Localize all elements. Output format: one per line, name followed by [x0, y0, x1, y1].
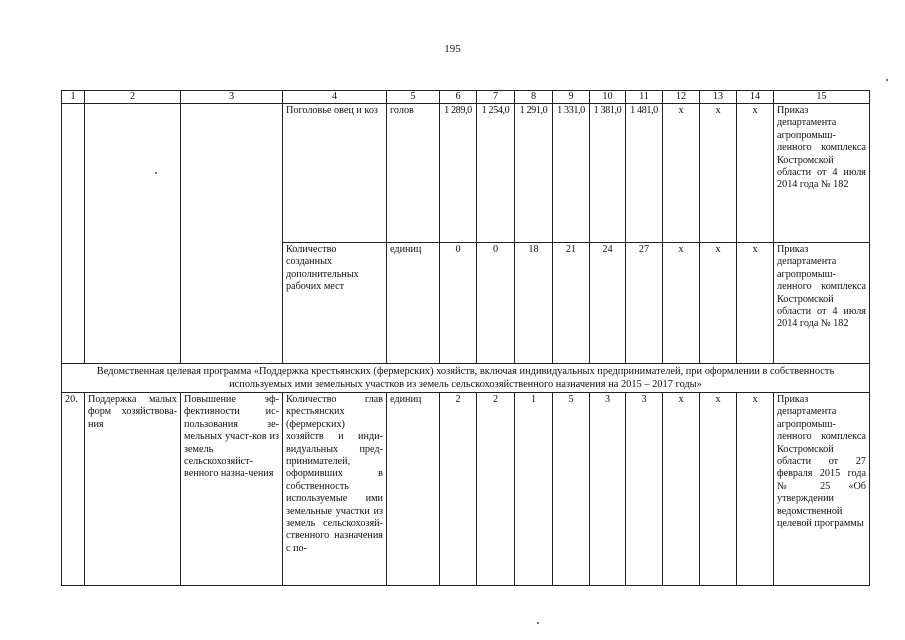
source-cell: Приказ департамента агропромыш-ленного комплекса Костромской области от 4 июля 2014 года № 182 [774, 104, 870, 243]
value-cell: х [663, 243, 700, 364]
empty-cell [85, 104, 181, 364]
value-cell: 2 [477, 393, 515, 586]
header-cell: 1 [62, 91, 85, 104]
value-cell: х [737, 243, 774, 364]
value-cell: 3 [626, 393, 663, 586]
indicators-table [61, 90, 870, 586]
scan-speck [537, 622, 539, 624]
value-cell: 2 [440, 393, 477, 586]
source-cell: Приказ департамента агропромыш-ленного комплекса Костромской области от 4 июля 2014 года № 182 [774, 243, 870, 364]
value-cell: х [700, 243, 737, 364]
value-cell: 27 [626, 243, 663, 364]
value-cell: 1 289,0 [440, 104, 477, 243]
value-cell: х [737, 104, 774, 243]
value-cell: 1 381,0 [590, 104, 626, 243]
scan-speck [886, 79, 888, 81]
value-cell: 0 [440, 243, 477, 364]
header-cell: 12 [663, 91, 700, 104]
indicator-cell: Количество созданных дополнительных рабочих мест [283, 243, 387, 364]
header-cell: 11 [626, 91, 663, 104]
name-cell: Поддержка малых форм хозяйствова-ния [85, 393, 181, 586]
empty-cell [181, 104, 283, 364]
header-cell: 10 [590, 91, 626, 104]
value-cell: х [737, 393, 774, 586]
indicator-cell: Количество глав крестьянских (фермерских) хозяйств и инди-видуальных пред-принимателей, оформивших в собственность используемые ими земельные участки из земель сельскохозяй-ственного назначения с по- [283, 393, 387, 586]
empty-cell [62, 104, 85, 364]
value-cell: 1 254,0 [477, 104, 515, 243]
value-cell: 21 [553, 243, 590, 364]
indicator-cell: Поголовье овец и коз [283, 104, 387, 243]
header-cell: 4 [283, 91, 387, 104]
header-cell: 9 [553, 91, 590, 104]
value-cell: 5 [553, 393, 590, 586]
value-cell: 1 291,0 [515, 104, 553, 243]
program-title: Ведомственная целевая программа «Поддержка крестьянских (фермерских) хозяйств, включая индивидуальных предпринимателей, при оформлении в собственность используемых ими земельных участков из земель сельскохозяйственного назначения на 2015 – 2017 годы» [62, 364, 870, 393]
header-cell: 13 [700, 91, 737, 104]
value-cell: 0 [477, 243, 515, 364]
unit-cell: единиц [387, 243, 440, 364]
page-number: 195 [444, 43, 461, 55]
unit-cell: единиц [387, 393, 440, 586]
header-cell: 7 [477, 91, 515, 104]
header-cell: 2 [85, 91, 181, 104]
source-cell: Приказ департамента агропромыш-ленного комплекса Костромской области от 27 февраля 2015 года № 25 «Об утверждении ведомственной целевой программы [774, 393, 870, 586]
header-cell: 8 [515, 91, 553, 104]
value-cell: х [663, 393, 700, 586]
header-cell: 3 [181, 91, 283, 104]
value-cell: 1 481,0 [626, 104, 663, 243]
value-cell: х [663, 104, 700, 243]
table-row [62, 104, 870, 243]
value-cell: 1 [515, 393, 553, 586]
header-cell: 15 [774, 91, 870, 104]
header-cell: 14 [737, 91, 774, 104]
table-row [62, 393, 870, 586]
goal-cell: Повышение эф-фективности ис-пользования зе-мельных участ-ков из земель сельскохозяйст-венного назна-чения [181, 393, 283, 586]
value-cell: 18 [515, 243, 553, 364]
scan-speck [155, 172, 157, 174]
value-cell: 3 [590, 393, 626, 586]
value-cell: 1 331,0 [553, 104, 590, 243]
header-row [62, 91, 870, 104]
value-cell: х [700, 393, 737, 586]
header-cell: 6 [440, 91, 477, 104]
row-number-cell: 20. [62, 393, 85, 586]
header-cell: 5 [387, 91, 440, 104]
value-cell: х [700, 104, 737, 243]
unit-cell: голов [387, 104, 440, 243]
value-cell: 24 [590, 243, 626, 364]
program-row [62, 364, 870, 393]
